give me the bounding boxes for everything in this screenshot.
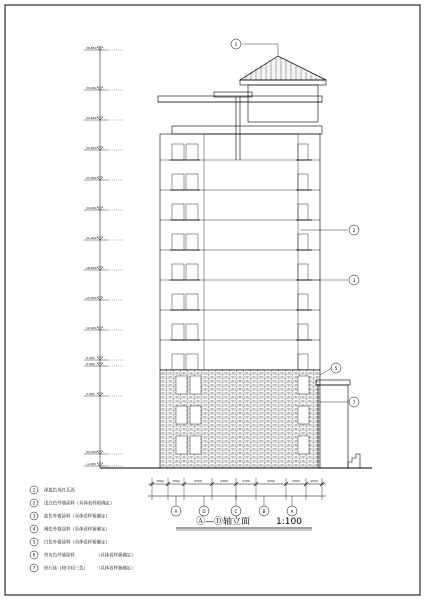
base-window	[176, 376, 187, 394]
window	[298, 204, 308, 220]
legend-number: 1	[32, 487, 36, 493]
level-label: 12.000	[86, 326, 97, 330]
grid-axis-label: D	[202, 509, 206, 514]
window	[172, 324, 184, 340]
level-label: 24.900	[86, 206, 97, 210]
level-markers	[84, 46, 124, 468]
top-room	[248, 85, 318, 122]
dim-value: 1500	[156, 479, 164, 483]
window	[172, 144, 184, 160]
grid-axis-label: B	[262, 509, 266, 514]
level-label: 21.900	[86, 236, 97, 240]
window	[298, 264, 308, 280]
roof-eave	[240, 80, 326, 85]
legend-number: 6	[32, 552, 36, 558]
window	[172, 294, 184, 310]
window	[186, 204, 198, 220]
dim-value: 2400	[220, 479, 228, 483]
dim-value: 1500	[172, 479, 180, 483]
window	[186, 354, 198, 370]
legend-text: 褐色外墙涂料（具体看样板确定）	[44, 527, 110, 533]
level-label: 18.000	[86, 266, 97, 270]
base-window	[176, 406, 187, 424]
legend-number: 7	[32, 565, 36, 571]
window	[298, 294, 308, 310]
level-label: 30.900	[86, 146, 97, 150]
level-label: 36.850	[86, 46, 97, 50]
wall-panel	[204, 134, 298, 370]
side-annex	[318, 385, 348, 468]
legend-note: （具体看样板确定）	[96, 566, 136, 572]
level-label: 6.000	[86, 362, 95, 366]
callout-number: 2	[352, 228, 356, 233]
grid-axis-bubbles	[171, 496, 297, 516]
level-label: 3.000	[86, 392, 95, 396]
legend-number: 5	[32, 539, 36, 545]
callout-number: 7	[352, 400, 356, 405]
window	[298, 174, 308, 190]
callout-leader	[320, 368, 332, 375]
callout-number: 3	[352, 278, 356, 283]
legend-number: 4	[32, 526, 36, 532]
window	[186, 144, 198, 160]
callout-markers	[231, 39, 359, 407]
window	[186, 174, 198, 190]
legend-text: 砂石砖（按中间三色）	[44, 566, 88, 572]
legend-number: 3	[32, 513, 36, 519]
window	[298, 144, 308, 160]
dim-value: 4200	[194, 479, 202, 483]
base-window	[298, 436, 309, 454]
dimension-string	[148, 478, 326, 500]
callout-leader	[242, 44, 278, 56]
level-label: 15.000	[86, 296, 97, 300]
legend-text: 淡灰色外墙涂料	[44, 553, 75, 559]
level-label: 33.600	[86, 116, 97, 120]
pitched-roof	[240, 56, 326, 80]
base-window	[190, 406, 201, 424]
dim-value: 2100	[242, 479, 250, 483]
level-label: 33.900	[86, 86, 97, 90]
window	[298, 234, 308, 250]
window	[298, 354, 308, 370]
grid-axis-label: A	[290, 509, 294, 514]
level-label: 9.000	[86, 356, 95, 360]
window	[172, 264, 184, 280]
level-label: -1.400	[86, 462, 96, 466]
level-label: 27.900	[86, 176, 97, 180]
dim-value: 4200	[267, 479, 275, 483]
building-elevation	[100, 56, 372, 468]
base-window	[298, 406, 309, 424]
legend-note: （具体看样板确定）	[96, 553, 136, 559]
window	[298, 324, 308, 340]
legend-number: 2	[32, 500, 36, 506]
base-window	[176, 436, 187, 454]
legend-text: 浅白色外墙涂料（具体看样板确定）	[44, 501, 115, 507]
side-annex-roof	[316, 380, 350, 385]
railing-band	[172, 126, 322, 134]
dim-value: 1500	[292, 479, 300, 483]
window	[172, 354, 184, 370]
legend-text: 深蓝色英红瓦面	[44, 488, 75, 494]
level-label: ±0.000	[86, 450, 98, 454]
window	[172, 234, 184, 250]
drawing-scale: 1:100	[276, 517, 302, 527]
window	[186, 294, 198, 310]
window	[186, 264, 198, 280]
callout-number: 5	[334, 366, 338, 371]
callout-number: 1	[234, 42, 238, 47]
base-window	[190, 376, 201, 394]
material-legend	[30, 486, 136, 572]
window	[186, 324, 198, 340]
dim-value: 1500	[310, 479, 318, 483]
grid-axis-label: C	[234, 509, 238, 514]
window	[172, 174, 184, 190]
base-window	[190, 436, 201, 454]
drawing-title: Ⓐ—Ⓓ轴立面	[196, 517, 251, 527]
grid-axis-label: A	[174, 509, 178, 514]
floor-lines	[160, 144, 320, 370]
legend-text: 蓝色外墙涂料（具体看样板确定）	[44, 514, 110, 520]
legend-text: 白色外墙涂料（具体看样板确定）	[44, 540, 110, 546]
entrance-stairs	[348, 454, 360, 468]
window	[186, 234, 198, 250]
window	[172, 204, 184, 220]
base-window	[298, 376, 309, 394]
